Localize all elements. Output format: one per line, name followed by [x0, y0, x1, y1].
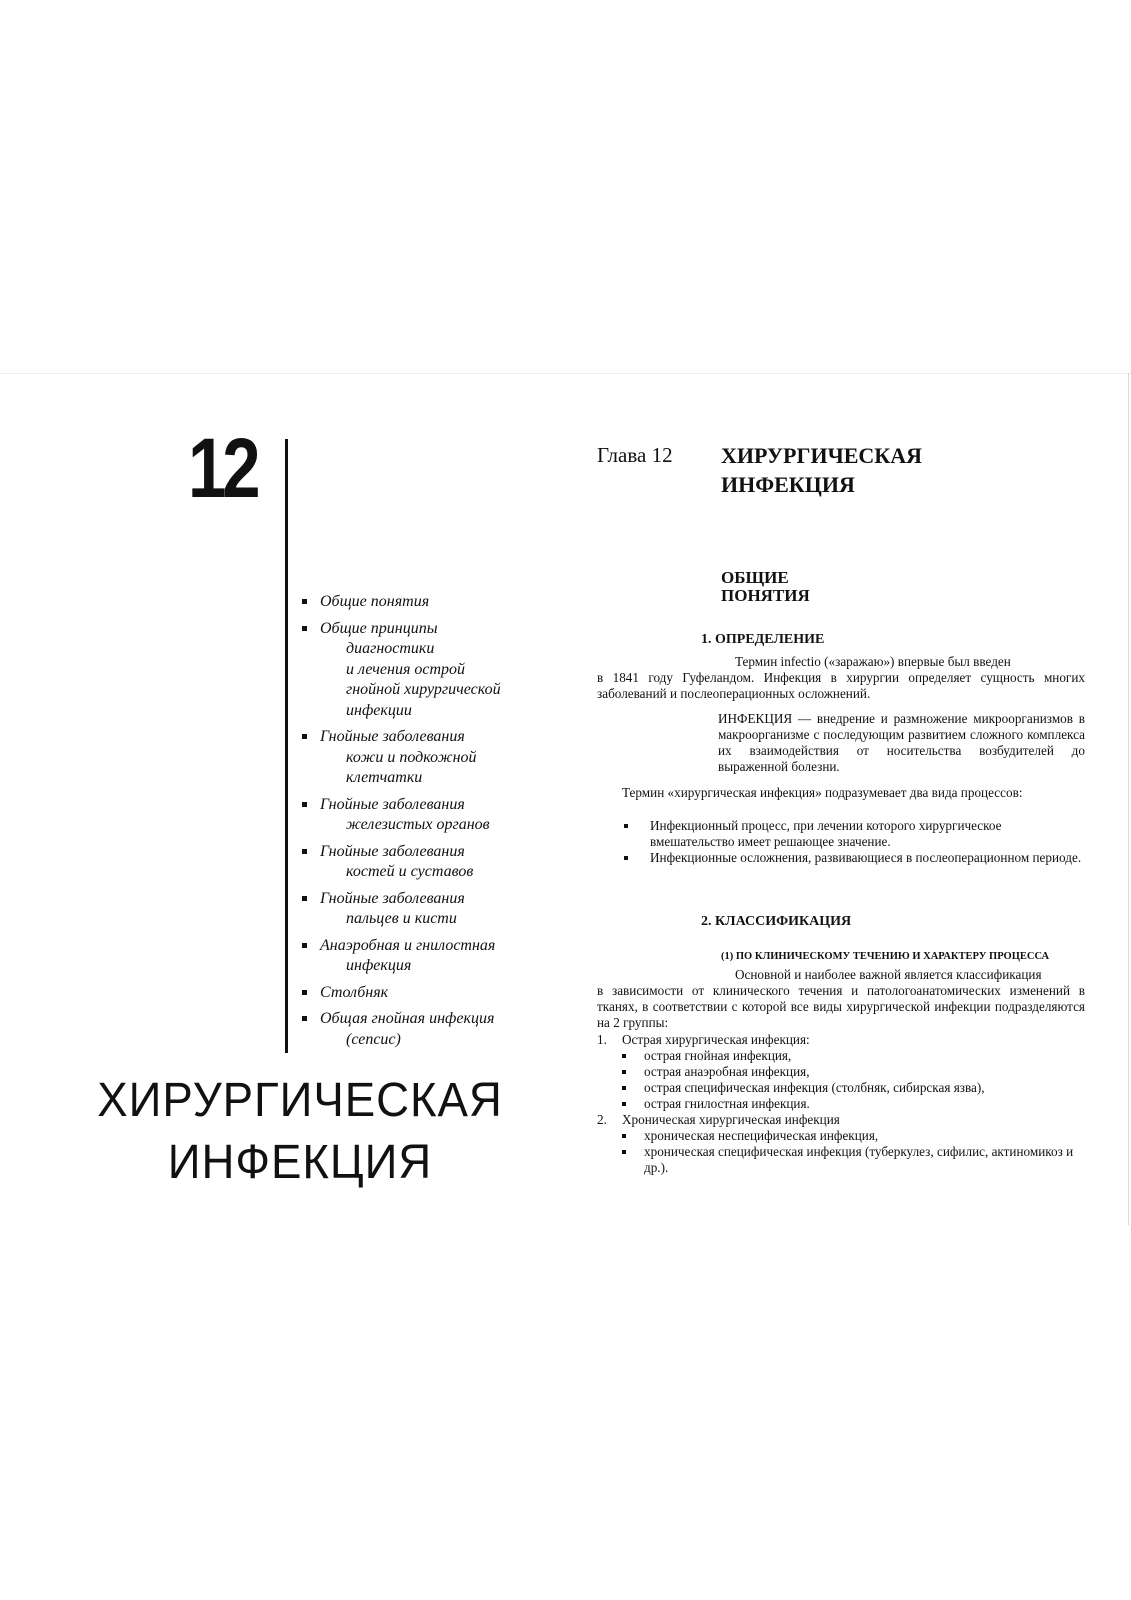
toc-item: Гнойные заболевания железистых органов [300, 795, 560, 836]
square-bullet-icon [302, 1016, 307, 1021]
vertical-rule [285, 439, 288, 1053]
square-bullet-icon [622, 1054, 626, 1058]
square-bullet-icon [622, 1150, 626, 1154]
list-item: Инфекционный процесс, при лечении которого хирургическое вмешательство имеет решающее значение. [620, 818, 1085, 850]
classification-paragraph: Основной и наиболее важной является классификация в зависимости от клинического течения и патологоанатомических изменений в тканях, в соответствии с которой все виды хирургической инфекции подразделяются на 2 группы: [597, 967, 1085, 1030]
classification-heading: 2. КЛАССИФИКАЦИЯ [701, 914, 852, 929]
list-item: острая гнойная инфекция, [622, 1048, 1085, 1064]
toc-item: Анаэробная и гнилостная инфекция [300, 936, 560, 977]
chapter-big-title: ХИРУРГИЧЕСКАЯ ИНФЕКЦИЯ [97, 1074, 503, 1189]
square-bullet-icon [622, 1134, 626, 1138]
list-item: острая гнилостная инфекция. [622, 1096, 1085, 1112]
definition-heading: 1. ОПРЕДЕЛЕНИЕ [701, 632, 825, 647]
numbered-item: 1. Острая хирургическая инфекция: [597, 1032, 810, 1047]
term-paragraph: Термин «хирургическая инфекция» подразумевает два вида процессов: [622, 785, 1023, 800]
square-bullet-icon [302, 734, 307, 739]
section-title: ОБЩИЕ ПОНЯТИЯ [721, 568, 810, 605]
list-item: хроническая специфическая инфекция (туберкулез, сифилис, актиномикоз и др.). [622, 1144, 1085, 1176]
list-item: острая анаэробная инфекция, [622, 1064, 1085, 1080]
toc-item: Общие понятия [300, 592, 560, 613]
intro-paragraph: Термин infectio («заражаю») впервые был введен в 1841 году Гуфеландом. Инфекция в хирургии определяет сущность многих заболеваний и послеоперационных осложнений. [597, 654, 1085, 701]
square-bullet-icon [622, 1086, 626, 1090]
square-bullet-icon [302, 943, 307, 948]
square-bullet-icon [302, 802, 307, 807]
square-bullet-icon [622, 1070, 626, 1074]
square-bullet-icon [302, 990, 307, 995]
toc-item: Общие принципы диагностики и лечения острой гнойной хирургической инфекции [300, 619, 560, 722]
classification-subheading: (1) ПО КЛИНИЧЕСКОМУ ТЕЧЕНИЮ И ХАРАКТЕРУ ПРОЦЕССА [721, 951, 1050, 962]
list-item: острая специфическая инфекция (столбняк, сибирская язва), [622, 1080, 1085, 1096]
chapter-title: ХИРУРГИЧЕСКАЯ ИНФЕКЦИЯ [721, 443, 923, 497]
chapter-contents [300, 592, 560, 1056]
square-bullet-icon [622, 1102, 626, 1106]
list-item: хроническая неспецифическая инфекция, [622, 1128, 1085, 1144]
square-bullet-icon [624, 824, 628, 828]
spread-right-edge [1128, 373, 1129, 1225]
square-bullet-icon [624, 856, 628, 860]
toc-item: Гнойные заболевания костей и суставов [300, 842, 560, 883]
toc-item: Общая гнойная инфекция (сепсис) [300, 1009, 560, 1050]
chapter-number: 12 [188, 421, 257, 515]
definition-text: ИНФЕКЦИЯ — внедрение и размножение микроорганизмов в макроорганизме с последующим развитием сложного комплекса их взаимодействия от носительства возбудителей до выраженной болезни. [718, 711, 1085, 774]
spread-top-edge [0, 373, 1131, 374]
square-bullet-icon [302, 599, 307, 604]
toc-item: Столбняк [300, 983, 560, 1004]
square-bullet-icon [302, 849, 307, 854]
list-item: Инфекционные осложнения, развивающиеся в послеоперационном периоде. [620, 850, 1085, 866]
square-bullet-icon [302, 626, 307, 631]
toc-item: Гнойные заболевания кожи и подкожной клетчатки [300, 727, 560, 789]
chapter-label: Глава 12 [597, 443, 673, 467]
square-bullet-icon [302, 896, 307, 901]
toc-item: Гнойные заболевания пальцев и кисти [300, 889, 560, 930]
numbered-item: 2. Хроническая хирургическая инфекция [597, 1112, 840, 1127]
